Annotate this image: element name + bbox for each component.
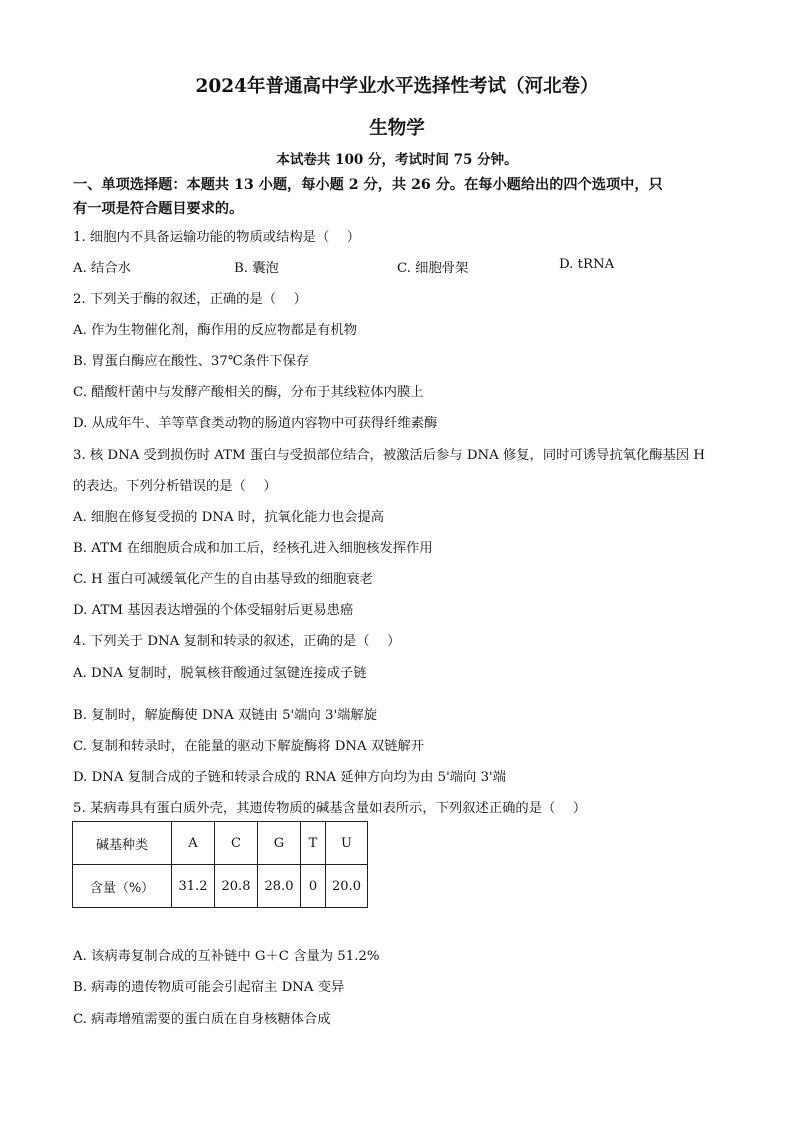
table-cell: 31.2 bbox=[172, 865, 215, 908]
q2-stem: 2. 下列关于酶的叙述，正确的是（ ） bbox=[73, 292, 307, 307]
q2-option-c[interactable]: C. 醋酸杆菌中与发酵产酸相关的酶，分布于其线粒体内膜上 bbox=[73, 385, 424, 400]
section-heading: 一、单项选择题：本题共 13 小题，每小题 2 分，共 26 分。在每小题给出的四个选项中，只 bbox=[73, 177, 663, 193]
q2-option-a[interactable]: A. 作为生物催化剂，酶作用的反应物都是有机物 bbox=[73, 323, 357, 338]
subject-title: 生物学 bbox=[369, 118, 425, 139]
q5-option-c[interactable]: C. 病毒增殖需要的蛋白质在自身核糖体合成 bbox=[73, 1012, 331, 1027]
exam-title: 2024年普通高中学业水平选择性考试（河北卷） bbox=[195, 76, 599, 97]
section-heading-cont: 有一项是符合题目要求的。 bbox=[73, 201, 244, 217]
q3-option-d[interactable]: D. ATM 基因表达增强的个体受辐射后更易患癌 bbox=[73, 603, 354, 618]
table-cell: 0 bbox=[301, 865, 326, 908]
q3-option-c[interactable]: C. H 蛋白可减缓氧化产生的自由基导致的细胞衰老 bbox=[73, 572, 373, 587]
q1-option-a[interactable]: A. 结合水 bbox=[73, 261, 131, 276]
table-cell: 28.0 bbox=[258, 865, 301, 908]
q1-option-d[interactable]: D. tRNA bbox=[559, 257, 615, 272]
table-cell: G bbox=[258, 822, 301, 865]
q4-option-b[interactable]: B. 复制时，解旋酶使 DNA 双链由 5'端向 3'端解旋 bbox=[73, 708, 378, 723]
table-header-row bbox=[73, 822, 368, 865]
base-content-table bbox=[72, 821, 368, 908]
table-cell: A bbox=[172, 822, 215, 865]
table-cell: T bbox=[301, 822, 326, 865]
q1-stem: 1. 细胞内不具备运输功能的物质或结构是（ ） bbox=[73, 230, 361, 245]
q5-option-a[interactable]: A. 该病毒复制合成的互补链中 G＋C 含量为 51.2% bbox=[73, 949, 380, 964]
q5-option-b[interactable]: B. 病毒的遗传物质可能会引起宿主 DNA 变异 bbox=[73, 980, 345, 995]
q3-option-b[interactable]: B. ATM 在细胞质合成和加工后，经核孔进入细胞核发挥作用 bbox=[73, 541, 433, 556]
q3-stem: 3. 核 DNA 受到损伤时 ATM 蛋白与受损部位结合，被激活后参与 DNA 修复，同时可诱导抗氧化酶基因 H bbox=[73, 448, 705, 463]
q2-option-d[interactable]: D. 从成年牛、羊等草食类动物的肠道内容物中可获得纤维素酶 bbox=[73, 416, 438, 431]
q4-option-c[interactable]: C. 复制和转录时，在能量的驱动下解旋酶将 DNA 双链解开 bbox=[73, 739, 425, 754]
q1-option-b[interactable]: B. 囊泡 bbox=[234, 261, 279, 276]
exam-note: 本试卷共 100 分，考试时间 75 分钟。 bbox=[276, 152, 518, 168]
table-row bbox=[73, 865, 368, 908]
q2-option-b[interactable]: B. 胃蛋白酶应在酸性、37℃条件下保存 bbox=[73, 354, 310, 369]
q4-option-a[interactable]: A. DNA 复制时，脱氧核苷酸通过氢键连接成子链 bbox=[73, 666, 367, 681]
q3-option-a[interactable]: A. 细胞在修复受损的 DNA 时，抗氧化能力也会提高 bbox=[73, 510, 385, 525]
q4-stem: 4. 下列关于 DNA 复制和转录的叙述，正确的是（ ） bbox=[73, 634, 401, 649]
q3-stem-cont: 的表达。下列分析错误的是（ ） bbox=[73, 479, 277, 494]
q4-option-d[interactable]: D. DNA 复制合成的子链和转录合成的 RNA 延伸方向均为由 5'端向 3'端 bbox=[73, 770, 506, 785]
table-cell: 碱基种类 bbox=[73, 822, 172, 865]
table-cell: C bbox=[215, 822, 258, 865]
table-cell: 含量（%） bbox=[73, 865, 172, 908]
table-cell: 20.8 bbox=[215, 865, 258, 908]
table-cell: U bbox=[326, 822, 368, 865]
q5-stem: 5. 某病毒具有蛋白质外壳，其遗传物质的碱基含量如表所示，下列叙述正确的是（ ） bbox=[73, 801, 587, 816]
q1-option-c[interactable]: C. 细胞骨架 bbox=[397, 261, 469, 276]
table-cell: 20.0 bbox=[326, 865, 368, 908]
